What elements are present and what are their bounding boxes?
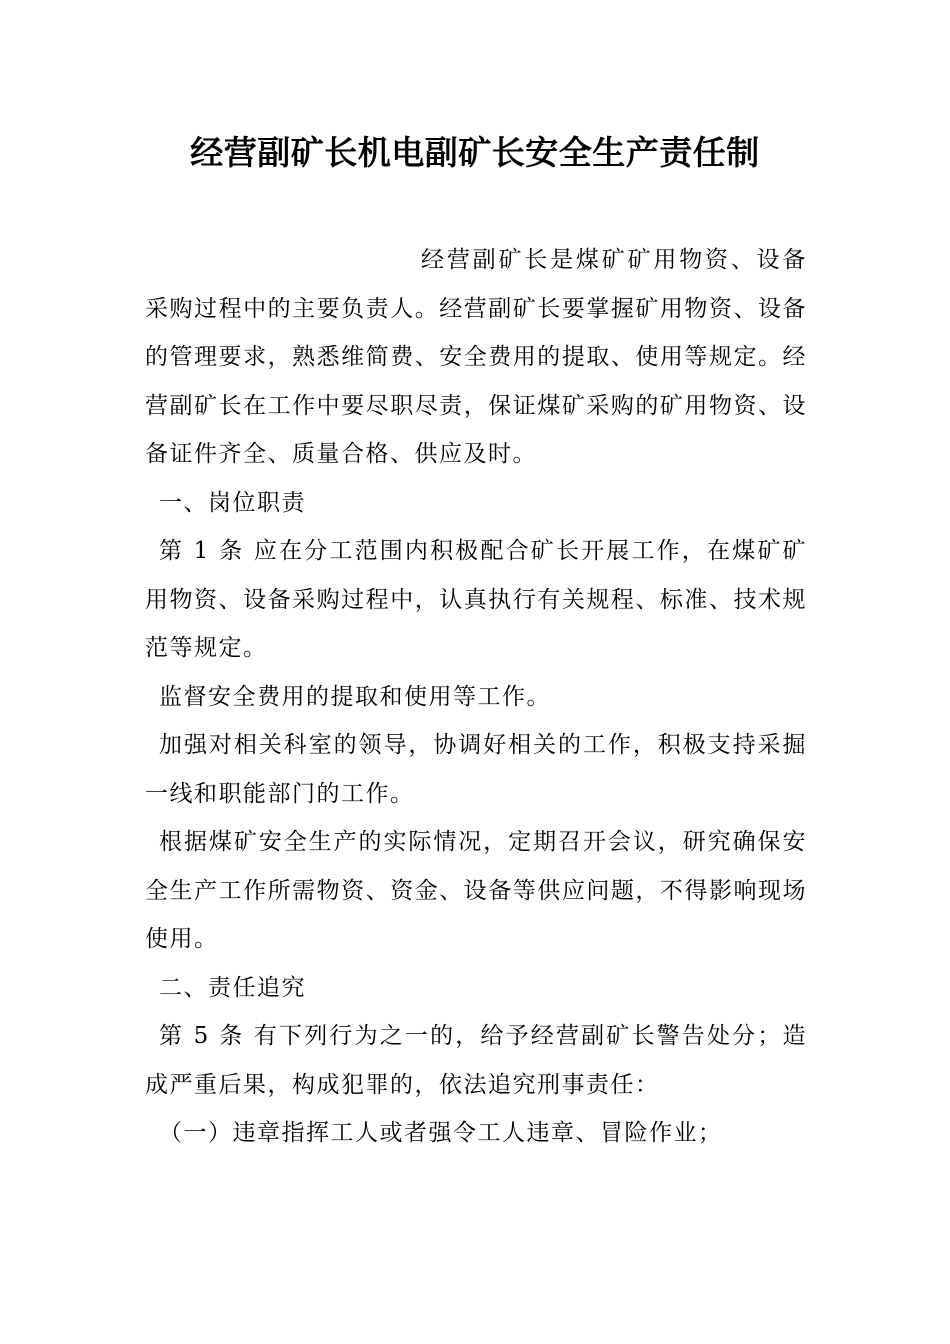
department-leadership-paragraph: 加强对相关科室的领导，协调好相关的工作，积极支持采掘一线和职能部门的工作。 [145, 732, 807, 807]
safety-fund-paragraph: 监督安全费用的提取和使用等工作。 [159, 683, 551, 710]
document-title: 经营副矿长机电副矿长安全生产责任制 [190, 133, 760, 172]
article-1-paragraph: 第 1 条 应在分工范围内积极配合矿长开展工作，在煤矿矿用物资、设备采购过程中，认真执行有关规程、标准、技术规范等规定。 [145, 538, 807, 661]
document-body [145, 236, 807, 1158]
clause-1-paragraph: （一）违章指挥工人或者强令工人违章、冒险作业； [159, 1120, 723, 1146]
article-5-paragraph: 第 5 条 有下列行为之一的，给予经营副矿长警告处分；造成严重后果，构成犯罪的，依法追究刑事责任： [145, 1023, 807, 1098]
intro-paragraph: 经营副矿长是煤矿矿用物资、设备采购过程中的主要负责人。经营副矿长要掌握矿用物资、设备的管理要求，熟悉维简费、安全费用的提取、使用等规定。经营副矿长在工作中要尽职尽责，保证煤矿采购的矿用物资、设备证件齐全、质量合格、供应及时。 [145, 247, 807, 467]
section-heading-duties: 一、岗位职责 [159, 489, 306, 516]
meeting-paragraph: 根据煤矿安全生产的实际情况，定期召开会议，研究确保安全生产工作所需物资、资金、设备等供应问题，不得影响现场使用。 [145, 829, 807, 952]
section-heading-accountability: 二、责任追究 [159, 974, 306, 1001]
